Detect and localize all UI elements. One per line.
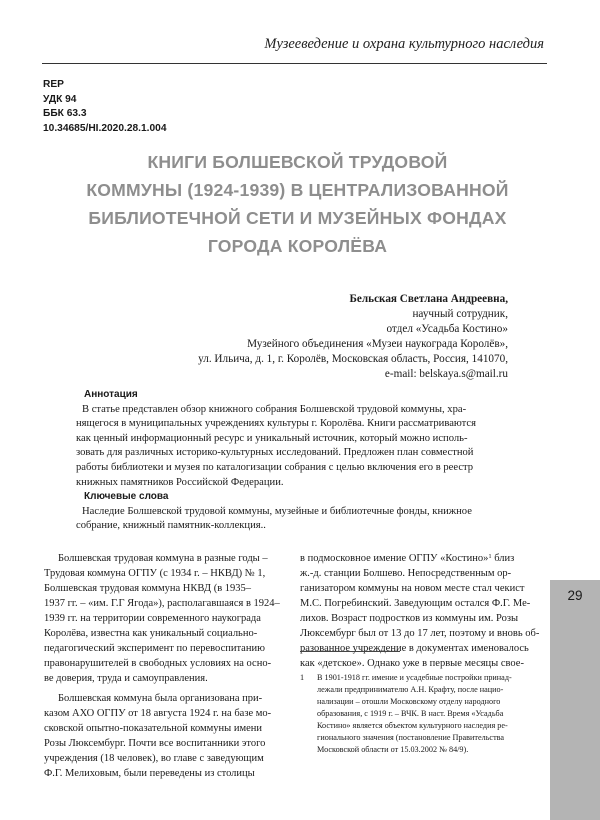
- body-line: ве доверия, труда и самоуправления.: [44, 673, 208, 684]
- abstract-line: как ценный информационный ресурс и уникальный источник, который можно исполь-: [76, 432, 468, 444]
- abstract-line: зовать для различных историко-культурных исследований. Предложен план совместной: [76, 447, 474, 459]
- body-line: лихов. Возраст подростков из коммуны им. Розы: [300, 613, 519, 624]
- body-line: сковской опытно-показательной коммуны имени: [44, 723, 262, 734]
- body-column-left: [44, 551, 284, 781]
- abstract-line: нящегося в муниципальных учреждениях культуры г. Королёва. Книги рассматриваются: [76, 418, 477, 430]
- body-line: [300, 551, 540, 566]
- body-text: в подмосковное имение ОГПУ «Костино»: [300, 553, 489, 564]
- article-metadata: [43, 78, 167, 136]
- body-column-right: [300, 551, 540, 671]
- body-line: Розы Люксембург. Почти все воспитанники этого: [44, 738, 266, 749]
- keywords-heading: Ключевые слова: [84, 491, 169, 503]
- header-divider: [42, 63, 547, 64]
- bbk-code: ББК 63.3: [43, 108, 87, 119]
- author-address: ул. Ильича, д. 1, г. Королёв, Московская область, Россия, 141070,: [198, 353, 508, 365]
- body-line: 1939 гг. на территории современного наукограда: [44, 613, 261, 624]
- body-line: Болшевская коммуна была организована при-: [58, 693, 263, 704]
- body-line: казом АХО ОГПУ от 18 августа 1924 г. на базе мо-: [44, 708, 272, 719]
- author-email: e-mail: belskaya.s@mail.ru: [384, 368, 508, 380]
- author-organization: Музейного объединения «Музеи наукограда Королёв»,: [247, 338, 508, 350]
- title-line: КОММУНЫ (1924-1939) В ЦЕНТРАЛИЗОВАННОЙ: [86, 180, 509, 200]
- body-line: как «детское». Однако уже в первые месяцы свое-: [300, 658, 524, 669]
- body-line: Трудовая коммуна ОГПУ (с 1934 г. – НКВД) № 1,: [44, 568, 266, 579]
- body-line: ж.-д. станции Болшево. Непосредственным ор-: [300, 568, 512, 579]
- abstract-heading: Аннотация: [84, 389, 138, 400]
- body-text: близ: [491, 553, 515, 564]
- author-name: Бельская Светлана Андреевна,: [349, 293, 508, 305]
- body-line: ганизатором коммуны на новом месте стал чекист: [300, 583, 525, 594]
- title-line: КНИГИ БОЛШЕВСКОЙ ТРУДОВОЙ: [147, 152, 448, 172]
- author-position: научный сотрудник,: [412, 308, 508, 320]
- page-number-tab: [550, 580, 600, 820]
- body-line: учреждения (18 человек), во главе с заведующим: [44, 753, 264, 764]
- footnote-line: образования, с 1919 г. – ВЧК. В наст. Время «Усадьба: [317, 709, 504, 718]
- body-line: 1937 гг. – «им. Г.Г Ягода»), располагавшаяся в 1924–: [44, 598, 280, 609]
- body-line: Ф.Г. Мелиховым, были переведены из столицы: [44, 768, 255, 779]
- body-line: Королёва, известна как уникальный социально-: [44, 628, 258, 639]
- rep-label: REP: [43, 79, 64, 90]
- author-block: [198, 292, 508, 382]
- footnote-line: лежали предпринимателю А.Н. Крафту, после нацио-: [317, 685, 504, 694]
- footnote: [300, 672, 550, 756]
- footnote-line: В 1901-1918 гг. имение и усадебные постройки принад-: [317, 673, 512, 682]
- author-department: отдел «Усадьба Костино»: [386, 323, 508, 335]
- footnote-divider: [300, 651, 400, 652]
- body-line: правонарушителей в свободных условиях на осно-: [44, 658, 272, 669]
- abstract-line: книжных памятников Российской Федерации.: [76, 476, 284, 488]
- footnote-line: Костино» является объектом культурного наследия ре-: [317, 721, 508, 730]
- body-line: Болшевская трудовая коммуна НКВД (в 1935–: [44, 583, 252, 594]
- body-line: Люксембург был от 13 до 17 лет, поэтому и вновь об-: [300, 628, 540, 639]
- title-line: БИБЛИОТЕЧНОЙ СЕТИ И МУЗЕЙНЫХ ФОНДАХ: [88, 208, 507, 228]
- body-line: М.С. Погребинский. Заведующим остался Ф.Г. Ме-: [300, 598, 531, 609]
- page-number: 29: [567, 588, 583, 603]
- doi: 10.34685/HI.2020.28.1.004: [43, 122, 167, 134]
- title-line: ГОРОДА КОРОЛЁВА: [207, 236, 388, 256]
- footnote-number: 1: [300, 673, 305, 682]
- article-title: [45, 148, 550, 260]
- footnote-body: [300, 672, 550, 756]
- footnote-line: Московской области от 15.03.2002 № 84/9).: [317, 745, 469, 754]
- abstract-line: работы библиотеки и музея по каталогизации собрания с целью включения его в реестр: [76, 461, 474, 473]
- body-line: разованное учреждение в документах именовалось: [300, 643, 529, 654]
- footnote-line: нализации – отошли Московскому отделу народного: [317, 697, 501, 706]
- body-line: Болшевская трудовая коммуна в разные годы –: [58, 553, 268, 564]
- abstract-line: В статье представлен обзор книжного собрания Болшевской трудовой коммуны, хра-: [82, 403, 467, 415]
- footnote-reference[interactable]: 1: [488, 553, 492, 560]
- journal-section-header: Музееведение и охрана культурного наследия: [264, 36, 544, 52]
- body-line: педагогический эксперимент по перевоспитанию: [44, 643, 265, 654]
- keywords-line: Наследие Болшевской трудовой коммуны, музейные и библиотечные фонды, книжное: [82, 505, 472, 517]
- footnote-line: гионального значения (постановление Правительства: [317, 733, 505, 742]
- keywords-line: собрание, книжный памятник-коллекция..: [76, 520, 266, 532]
- abstract-block: [76, 388, 506, 534]
- udk-code: УДК 94: [43, 93, 77, 105]
